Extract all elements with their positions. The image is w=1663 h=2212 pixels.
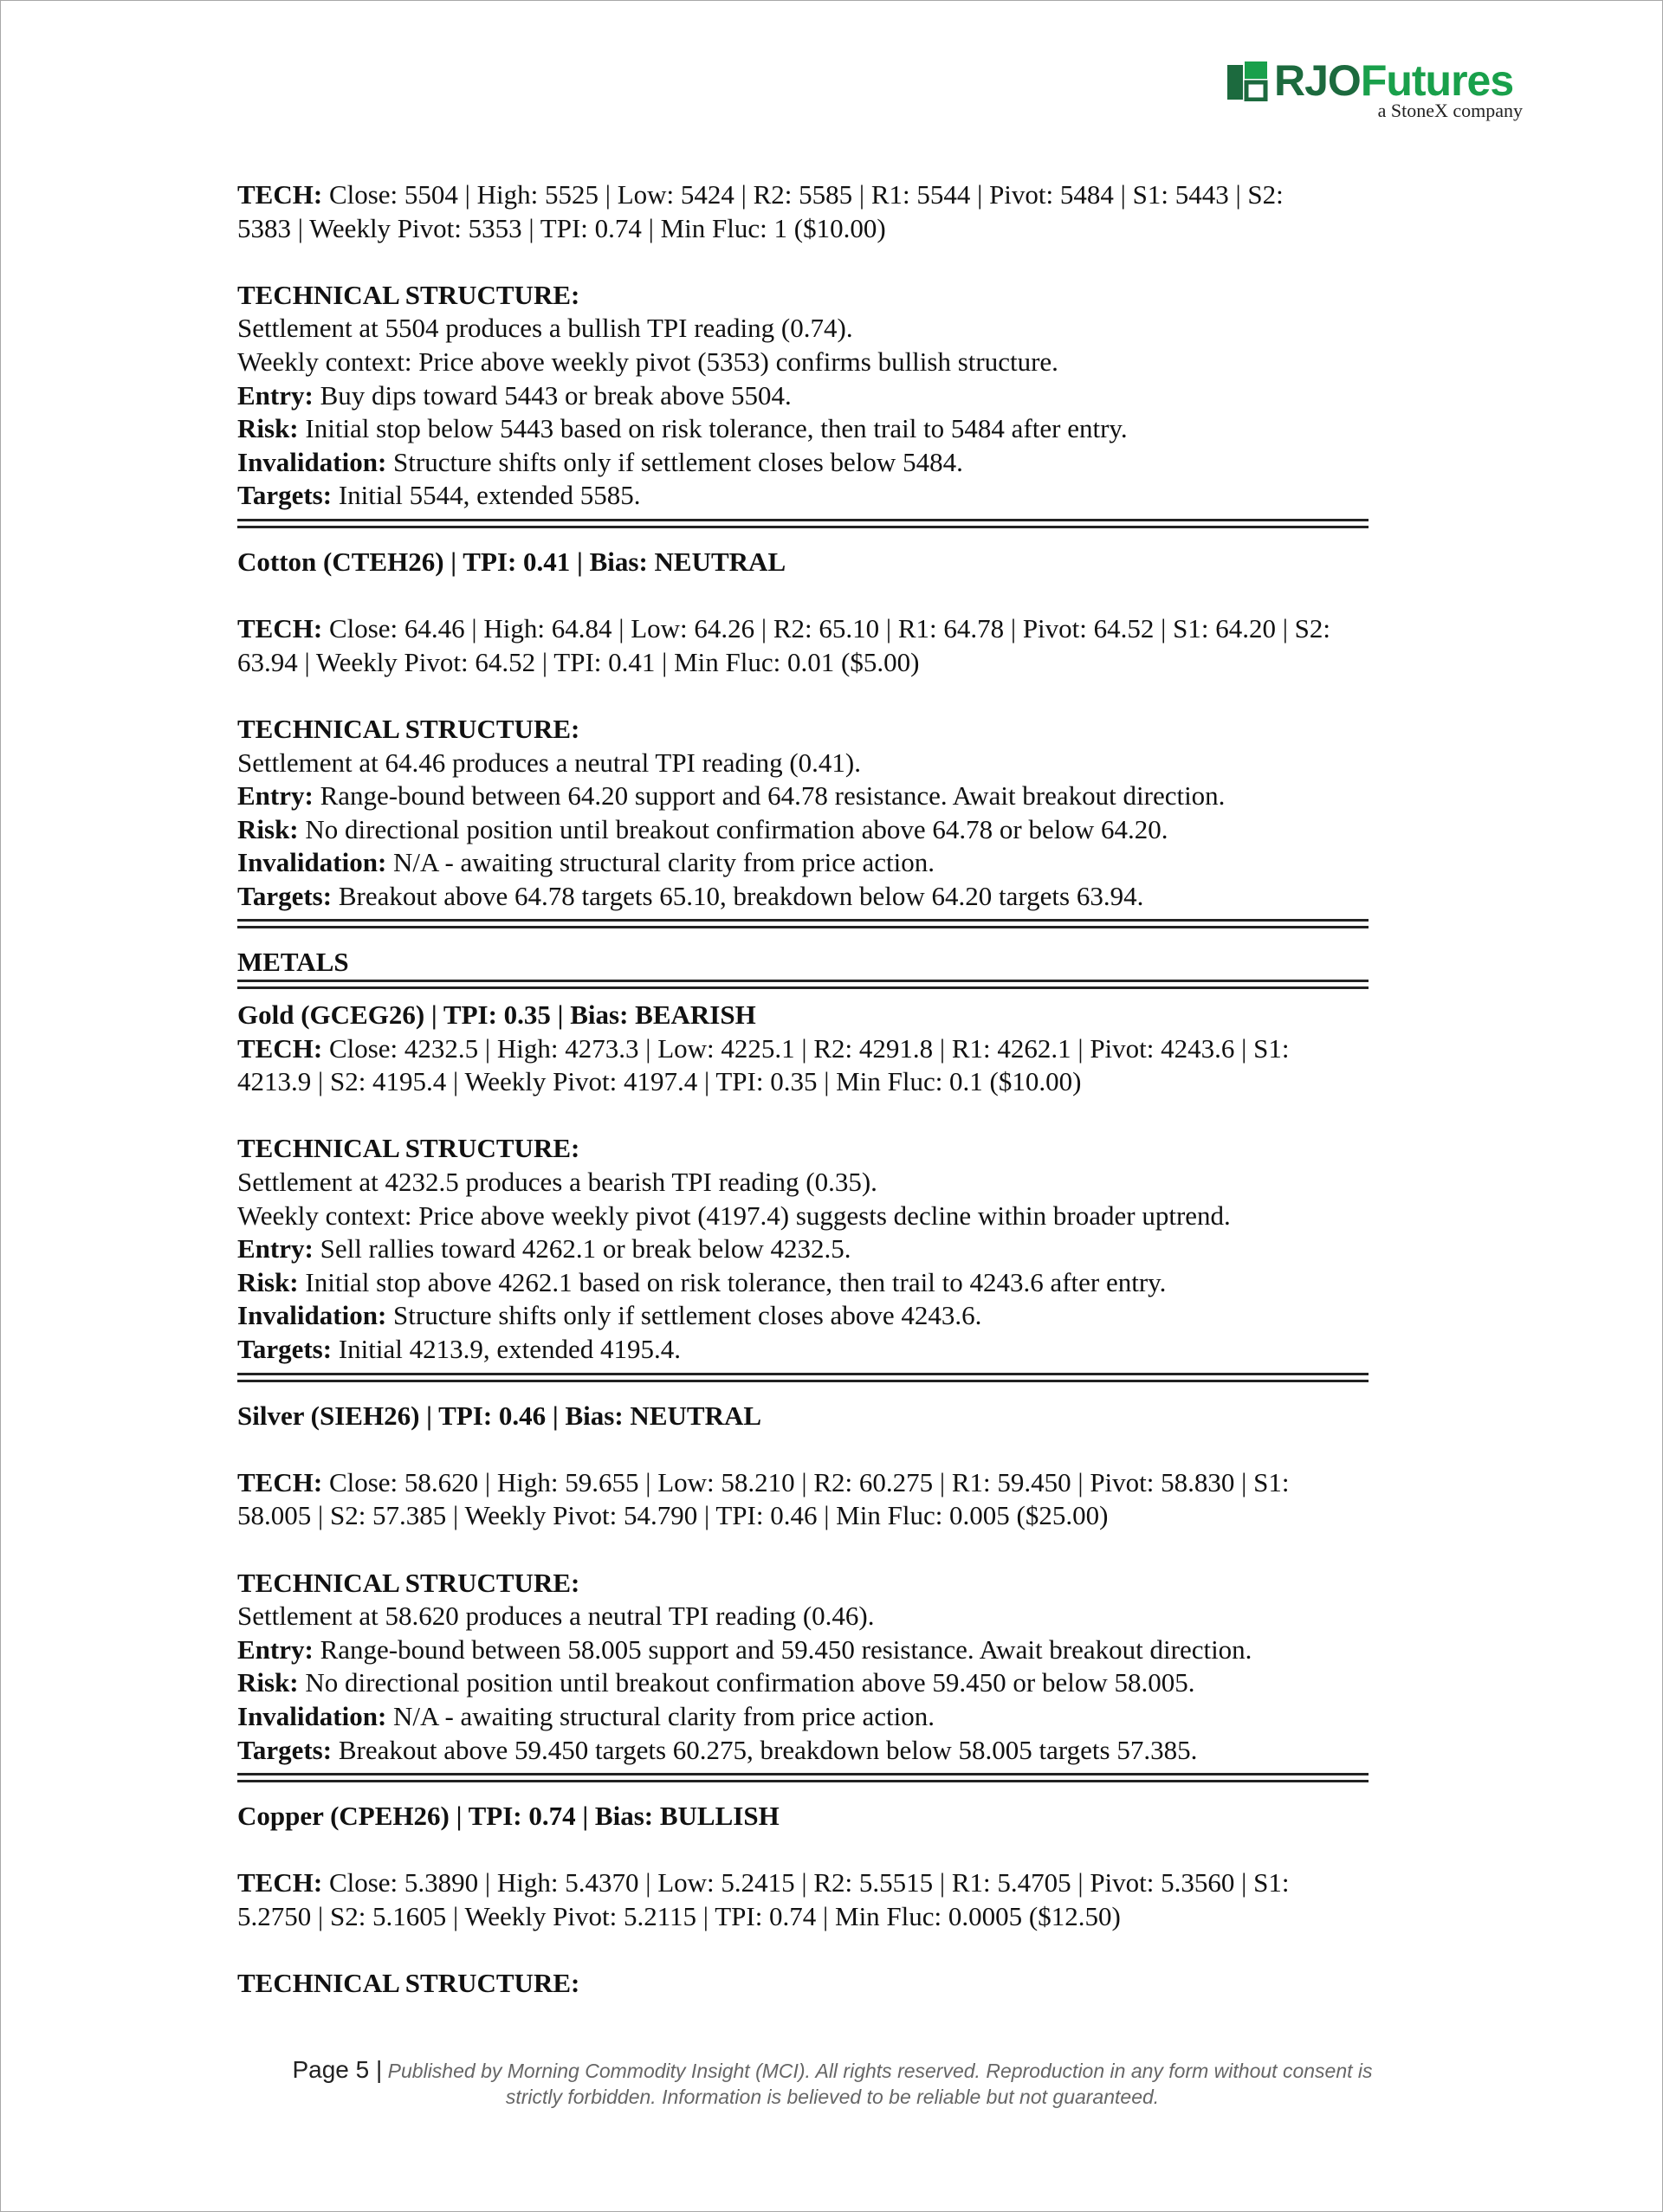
instrument-heading-gold: Gold (GCEG26) | TPI: 0.35 | Bias: BEARISH bbox=[237, 999, 756, 1031]
targets-label: Targets: bbox=[237, 1734, 333, 1765]
instrument-heading-copper: Copper (CPEH26) | TPI: 0.74 | Bias: BULLISH bbox=[237, 1801, 780, 1832]
targets-label: Targets: bbox=[237, 880, 333, 911]
tech-values-cont: 58.005 | S2: 57.385 | Weekly Pivot: 54.790 | TPI: 0.46 | Min Fluc: 0.005 ($25.00) bbox=[237, 1500, 1109, 1531]
tech-label: TECH: bbox=[237, 1867, 323, 1898]
tech-values: Close: 64.46 | High: 64.84 | Low: 64.26 | R2: 65.10 | R1: 64.78 | Pivot: 64.52 | S1: 64.20 | S2: bbox=[322, 613, 1331, 644]
settlement-text: Settlement at 58.620 produces a neutral TPI reading (0.46). bbox=[237, 1601, 875, 1632]
targets-text: Breakout above 64.78 targets 65.10, breakdown below 64.20 targets 63.94. bbox=[332, 880, 1144, 911]
entry-line bbox=[237, 379, 1424, 413]
technical-structure-heading: TECHNICAL STRUCTURE: bbox=[237, 1567, 580, 1598]
invalidation-text: N/A - awaiting structural clarity from price action. bbox=[386, 847, 935, 878]
risk-text: No directional position until breakout confirmation above 64.78 or below 64.20. bbox=[298, 813, 1168, 844]
entry-line bbox=[237, 1633, 1424, 1667]
entry-text: Sell rallies toward 4262.1 or break below 4232.5. bbox=[313, 1233, 851, 1264]
invalidation-label: Invalidation: bbox=[237, 1700, 387, 1731]
weekly-context-text: Weekly context: Price above weekly pivot (5353) confirms bullish structure. bbox=[237, 346, 1058, 377]
tech-line bbox=[237, 1866, 1424, 1900]
risk-label: Risk: bbox=[237, 813, 299, 844]
tech-values: Close: 5.3890 | High: 5.4370 | Low: 5.2415 | R2: 5.5515 | R1: 5.4705 | Pivot: 5.3560 | S1: bbox=[322, 1867, 1290, 1898]
tech-values: Close: 4232.5 | High: 4273.3 | Low: 4225.1 | R2: 4291.8 | R1: 4262.1 | Pivot: 4243.6 | S1: bbox=[322, 1032, 1290, 1064]
footer-disclaimer-line2: strictly forbidden. Information is believed to be reliable but not guaranteed. bbox=[505, 2086, 1160, 2108]
risk-text: Initial stop above 4262.1 based on risk tolerance, then trail to 4243.6 after entry. bbox=[298, 1266, 1167, 1297]
invalidation-label: Invalidation: bbox=[237, 1300, 387, 1331]
targets-line bbox=[237, 479, 1424, 513]
entry-label: Entry: bbox=[237, 1233, 314, 1264]
targets-label: Targets: bbox=[237, 1334, 333, 1364]
settlement-text: Settlement at 4232.5 produces a bearish TPI reading (0.35). bbox=[237, 1167, 877, 1198]
targets-text: Initial 4213.9, extended 4195.4. bbox=[332, 1334, 681, 1364]
settlement-text: Settlement at 5504 produces a bullish TPI reading (0.74). bbox=[237, 313, 853, 344]
tech-label: TECH: bbox=[237, 1466, 323, 1497]
risk-label: Risk: bbox=[237, 413, 299, 444]
entry-label: Entry: bbox=[237, 780, 314, 812]
tech-values: Close: 58.620 | High: 59.655 | Low: 58.210 | R2: 60.275 | R1: 59.450 | Pivot: 58.830 | S1: bbox=[322, 1466, 1290, 1497]
tech-line bbox=[237, 1466, 1424, 1500]
rjo-logo-mark-icon bbox=[1227, 61, 1269, 101]
tech-values-cont: 5.2750 | S2: 5.1605 | Weekly Pivot: 5.2115 | TPI: 0.74 | Min Fluc: 0.0005 ($12.50) bbox=[237, 1900, 1121, 1931]
technical-structure-heading: TECHNICAL STRUCTURE: bbox=[237, 1133, 580, 1164]
invalidation-label: Invalidation: bbox=[237, 847, 387, 878]
risk-label: Risk: bbox=[237, 1667, 299, 1698]
invalidation-label: Invalidation: bbox=[237, 446, 387, 477]
report-body bbox=[237, 178, 1424, 2001]
section-divider bbox=[237, 1373, 1369, 1382]
risk-text: Initial stop below 5443 based on risk tolerance, then trail to 5484 after entry. bbox=[298, 413, 1128, 444]
section-divider bbox=[237, 980, 1369, 989]
tech-line bbox=[237, 178, 1424, 212]
rjo-futures-logo bbox=[1227, 55, 1526, 129]
page-footer bbox=[1, 2057, 1663, 2110]
tech-values: Close: 5504 | High: 5525 | Low: 5424 | R2: 5585 | R1: 5544 | Pivot: 5484 | S1: 5443 | S2: bbox=[322, 179, 1284, 210]
tech-label: TECH: bbox=[237, 179, 323, 210]
technical-structure-heading: TECHNICAL STRUCTURE: bbox=[237, 1968, 580, 1999]
logo-tagline: a StoneX company bbox=[1377, 100, 1523, 121]
targets-text: Breakout above 59.450 targets 60.275, breakdown below 58.005 targets 57.385. bbox=[332, 1734, 1198, 1765]
technical-structure-heading: TECHNICAL STRUCTURE: bbox=[237, 279, 580, 310]
tech-values-cont: 63.94 | Weekly Pivot: 64.52 | TPI: 0.41 | Min Fluc: 0.01 ($5.00) bbox=[237, 646, 920, 677]
tech-values-cont: 5383 | Weekly Pivot: 5353 | TPI: 0.74 | Min Fluc: 1 ($10.00) bbox=[237, 212, 886, 243]
invalidation-text: Structure shifts only if settlement closes below 5484. bbox=[386, 446, 963, 477]
entry-text: Buy dips toward 5443 or break above 5504. bbox=[313, 379, 792, 411]
invalidation-line bbox=[237, 846, 1424, 880]
targets-label: Targets: bbox=[237, 480, 333, 511]
entry-label: Entry: bbox=[237, 379, 314, 411]
tech-values-cont: 4213.9 | S2: 4195.4 | Weekly Pivot: 4197.4 | TPI: 0.35 | Min Fluc: 0.1 ($10.00) bbox=[237, 1066, 1082, 1097]
targets-text: Initial 5544, extended 5585. bbox=[332, 480, 641, 511]
tech-line bbox=[237, 612, 1424, 646]
entry-line bbox=[237, 779, 1424, 813]
invalidation-text: Structure shifts only if settlement closes above 4243.6. bbox=[386, 1300, 982, 1331]
tech-label: TECH: bbox=[237, 1032, 323, 1064]
tech-line bbox=[237, 1032, 1424, 1066]
logo-brand-futures: Futures bbox=[1360, 56, 1514, 105]
section-divider bbox=[237, 919, 1369, 928]
targets-line bbox=[237, 1734, 1424, 1768]
entry-text: Range-bound between 64.20 support and 64.78 resistance. Await breakout direction. bbox=[313, 780, 1226, 812]
risk-label: Risk: bbox=[237, 1266, 299, 1297]
logo-brand-rjo: RJO bbox=[1274, 56, 1361, 105]
technical-structure-heading: TECHNICAL STRUCTURE: bbox=[237, 713, 580, 744]
invalidation-line bbox=[237, 1700, 1424, 1734]
footer-disclaimer-line1: Published by Morning Commodity Insight (MCI). All rights reserved. Reproduction in any form without consent is bbox=[382, 2060, 1373, 2082]
invalidation-text: N/A - awaiting structural clarity from price action. bbox=[386, 1700, 935, 1731]
settlement-text: Settlement at 64.46 produces a neutral TPI reading (0.41). bbox=[237, 747, 861, 778]
entry-label: Entry: bbox=[237, 1633, 314, 1665]
instrument-heading-silver: Silver (SIEH26) | TPI: 0.46 | Bias: NEUTRAL bbox=[237, 1400, 762, 1431]
section-divider bbox=[237, 519, 1369, 528]
invalidation-line bbox=[237, 1299, 1424, 1333]
targets-line bbox=[237, 1333, 1424, 1367]
weekly-context-text: Weekly context: Price above weekly pivot (4197.4) suggests decline within broader uptrend. bbox=[237, 1200, 1231, 1231]
section-divider bbox=[237, 1773, 1369, 1782]
entry-line bbox=[237, 1232, 1424, 1266]
entry-text: Range-bound between 58.005 support and 59.450 resistance. Await breakout direction. bbox=[313, 1633, 1252, 1665]
invalidation-line bbox=[237, 446, 1424, 480]
risk-line bbox=[237, 813, 1424, 847]
risk-line bbox=[237, 1266, 1424, 1300]
tech-label: TECH: bbox=[237, 613, 323, 644]
instrument-heading-cotton: Cotton (CTEH26) | TPI: 0.41 | Bias: NEUTRAL bbox=[237, 546, 786, 577]
risk-line bbox=[237, 1666, 1424, 1700]
section-heading-metals: METALS bbox=[237, 947, 349, 978]
logo-wordmark bbox=[1274, 55, 1513, 107]
targets-line bbox=[237, 880, 1424, 914]
page-number: Page 5 | bbox=[292, 2056, 383, 2083]
risk-line bbox=[237, 412, 1424, 446]
risk-text: No directional position until breakout confirmation above 59.450 or below 58.005. bbox=[298, 1667, 1195, 1698]
